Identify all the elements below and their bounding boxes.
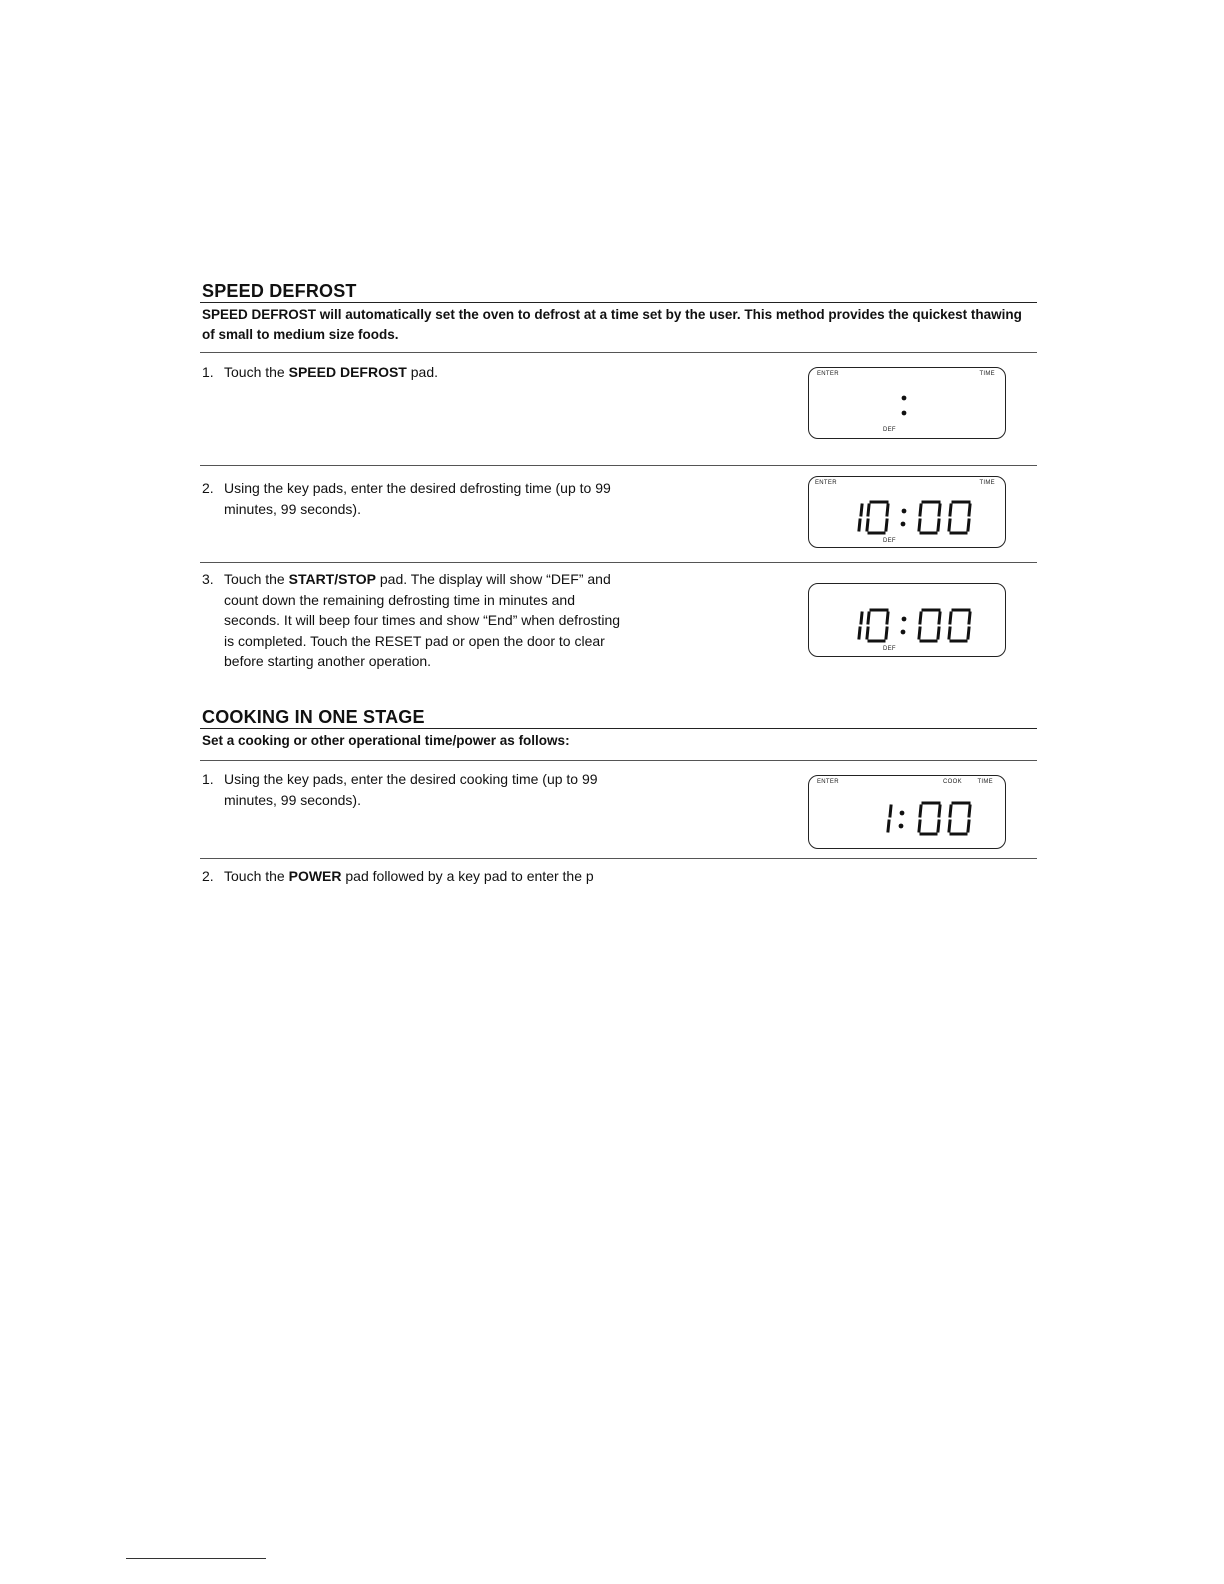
section-intro-cooking-one-stage: Set a cooking or other operational time/power as follows: — [202, 733, 570, 748]
display-digits-icon — [809, 477, 1005, 547]
section-title-speed-defrost: SPEED DEFROST — [202, 281, 357, 301]
step-key-pad-name: SPEED DEFROST — [288, 364, 407, 380]
section-title-cooking-one-stage: COOKING IN ONE STAGE — [202, 707, 425, 727]
step-text: pad. — [406, 364, 438, 380]
step-text: Touch the — [224, 868, 289, 884]
divider — [200, 760, 1037, 761]
divider — [200, 352, 1037, 353]
section-rule — [200, 302, 1037, 303]
step-number: 2. — [202, 868, 214, 884]
step-text: Using the key pads, enter the desired cooking time (up to 99 minutes, 99 seconds). — [224, 771, 598, 808]
display-label-def: DEF — [883, 427, 896, 433]
step-2-cooking-one-stage — [202, 866, 622, 887]
divider — [200, 858, 1037, 859]
display-speed-defrost-countdown — [808, 583, 1006, 657]
display-label-enter: ENTER — [817, 779, 839, 785]
step-3-speed-defrost — [202, 569, 622, 672]
display-label-def: DEF — [883, 538, 896, 544]
display-label-time: TIME — [979, 371, 995, 377]
step-number: 3. — [202, 571, 214, 587]
step-number: 1. — [202, 364, 214, 380]
step-number: 2. — [202, 480, 214, 496]
section-intro-speed-defrost: SPEED DEFROST will automatically set the oven to defrost at a time set by the user. This method provides the quickest thawing of small to medium size foods. — [202, 307, 1022, 342]
step-key-pad-name: START/STOP — [288, 571, 376, 587]
step-key-pad-name: POWER — [288, 868, 342, 884]
display-label-time: TIME — [977, 779, 993, 785]
step-text: Touch the — [224, 571, 289, 587]
display-label-cook: COOK — [943, 779, 962, 785]
step-text: Using the key pads, enter the desired defrosting time (up to 99 minutes, 99 seconds). — [224, 480, 611, 517]
footnote-rule — [126, 1558, 266, 1559]
step-1-cooking-one-stage — [202, 769, 622, 810]
display-digits-icon — [809, 776, 1005, 848]
display-label-enter: ENTER — [817, 371, 839, 377]
step-text: pad followed by a key pad to enter the p — [341, 868, 594, 884]
display-cooking-time-entry — [808, 775, 1006, 849]
step-text: pad. The display will show “DEF” and count down the remaining defrosting time in minutes and seconds. It will beep four times and show “End” when defrosting is completed. Touch the RESET pad or open the door to clear before starting another operation. — [224, 571, 621, 669]
section-rule — [200, 728, 1037, 729]
display-colon-icon — [809, 368, 1005, 438]
divider — [200, 465, 1037, 466]
step-number: 1. — [202, 771, 214, 787]
step-2-speed-defrost — [202, 478, 622, 519]
display-label-enter: ENTER — [815, 480, 837, 486]
divider — [200, 562, 1037, 563]
display-speed-defrost-blank — [808, 367, 1006, 439]
display-label-def: DEF — [883, 646, 896, 652]
step-1-speed-defrost — [202, 362, 622, 383]
display-speed-defrost-time-entry — [808, 476, 1006, 548]
display-digits-icon — [809, 584, 1005, 656]
step-text: Touch the — [224, 364, 289, 380]
display-label-time: TIME — [979, 480, 995, 486]
